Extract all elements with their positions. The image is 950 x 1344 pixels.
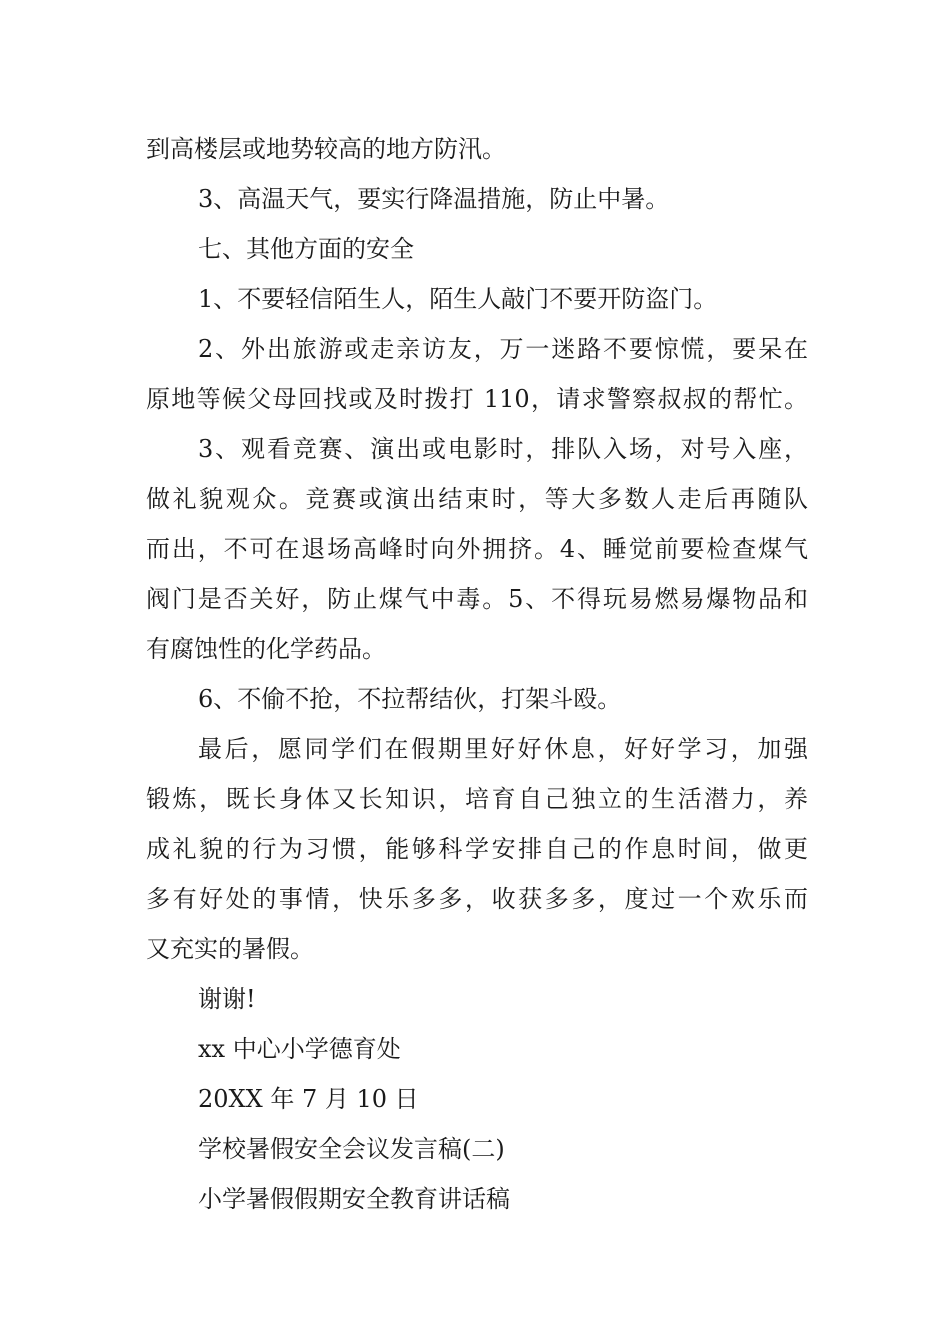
section-heading: 七、其他方面的安全 xyxy=(198,235,414,263)
paragraph-line: 成礼貌的行为习惯，能够科学安排自己的作息时间，做更 xyxy=(146,835,808,863)
paragraph-line: 到高楼层或地势较高的地方防汛。 xyxy=(146,135,506,163)
paragraph-line: 有腐蚀性的化学药品。 xyxy=(146,635,386,663)
paragraph-line: 1、不要轻信陌生人，陌生人敲门不要开防盗门。 xyxy=(198,285,718,313)
closing-thanks: 谢谢! xyxy=(198,985,256,1013)
paragraph-line: 而出，不可在退场高峰时向外拥挤。4、睡觉前要检查煤气 xyxy=(146,535,808,563)
paragraph-line: 锻炼，既长身体又长知识，培育自己独立的生活潜力，养 xyxy=(146,785,808,813)
paragraph-line: 6、不偷不抢，不拉帮结伙，打架斗殴。 xyxy=(198,685,622,713)
paragraph-line: 3、观看竞赛、演出或电影时，排队入场，对号入座， xyxy=(198,435,808,463)
paragraph-line: 3、高温天气，要实行降温措施，防止中暑。 xyxy=(198,185,670,213)
paragraph-line: 阀门是否关好，防止煤气中毒。5、不得玩易燃易爆物品和 xyxy=(146,585,808,613)
paragraph-line: 又充实的暑假。 xyxy=(146,935,314,963)
paragraph-line: 原地等候父母回找或及时拨打 110，请求警察叔叔的帮忙。 xyxy=(146,385,808,413)
paragraph-line: 做礼貌观众。竞赛或演出结束时，等大多数人走后再随队 xyxy=(146,485,808,513)
next-subtitle: 小学暑假假期安全教育讲话稿 xyxy=(198,1185,510,1213)
paragraph-line: 2、外出旅游或走亲访友，万一迷路不要惊慌，要呆在 xyxy=(198,335,808,363)
next-title: 学校暑假安全会议发言稿(二) xyxy=(198,1135,505,1163)
signature-org: xx 中心小学德育处 xyxy=(198,1035,401,1063)
paragraph-line: 多有好处的事情，快乐多多，收获多多，度过一个欢乐而 xyxy=(146,885,808,913)
signature-date: 20XX 年 7 月 10 日 xyxy=(198,1085,419,1113)
paragraph-line: 最后，愿同学们在假期里好好休息，好好学习，加强 xyxy=(198,735,808,763)
